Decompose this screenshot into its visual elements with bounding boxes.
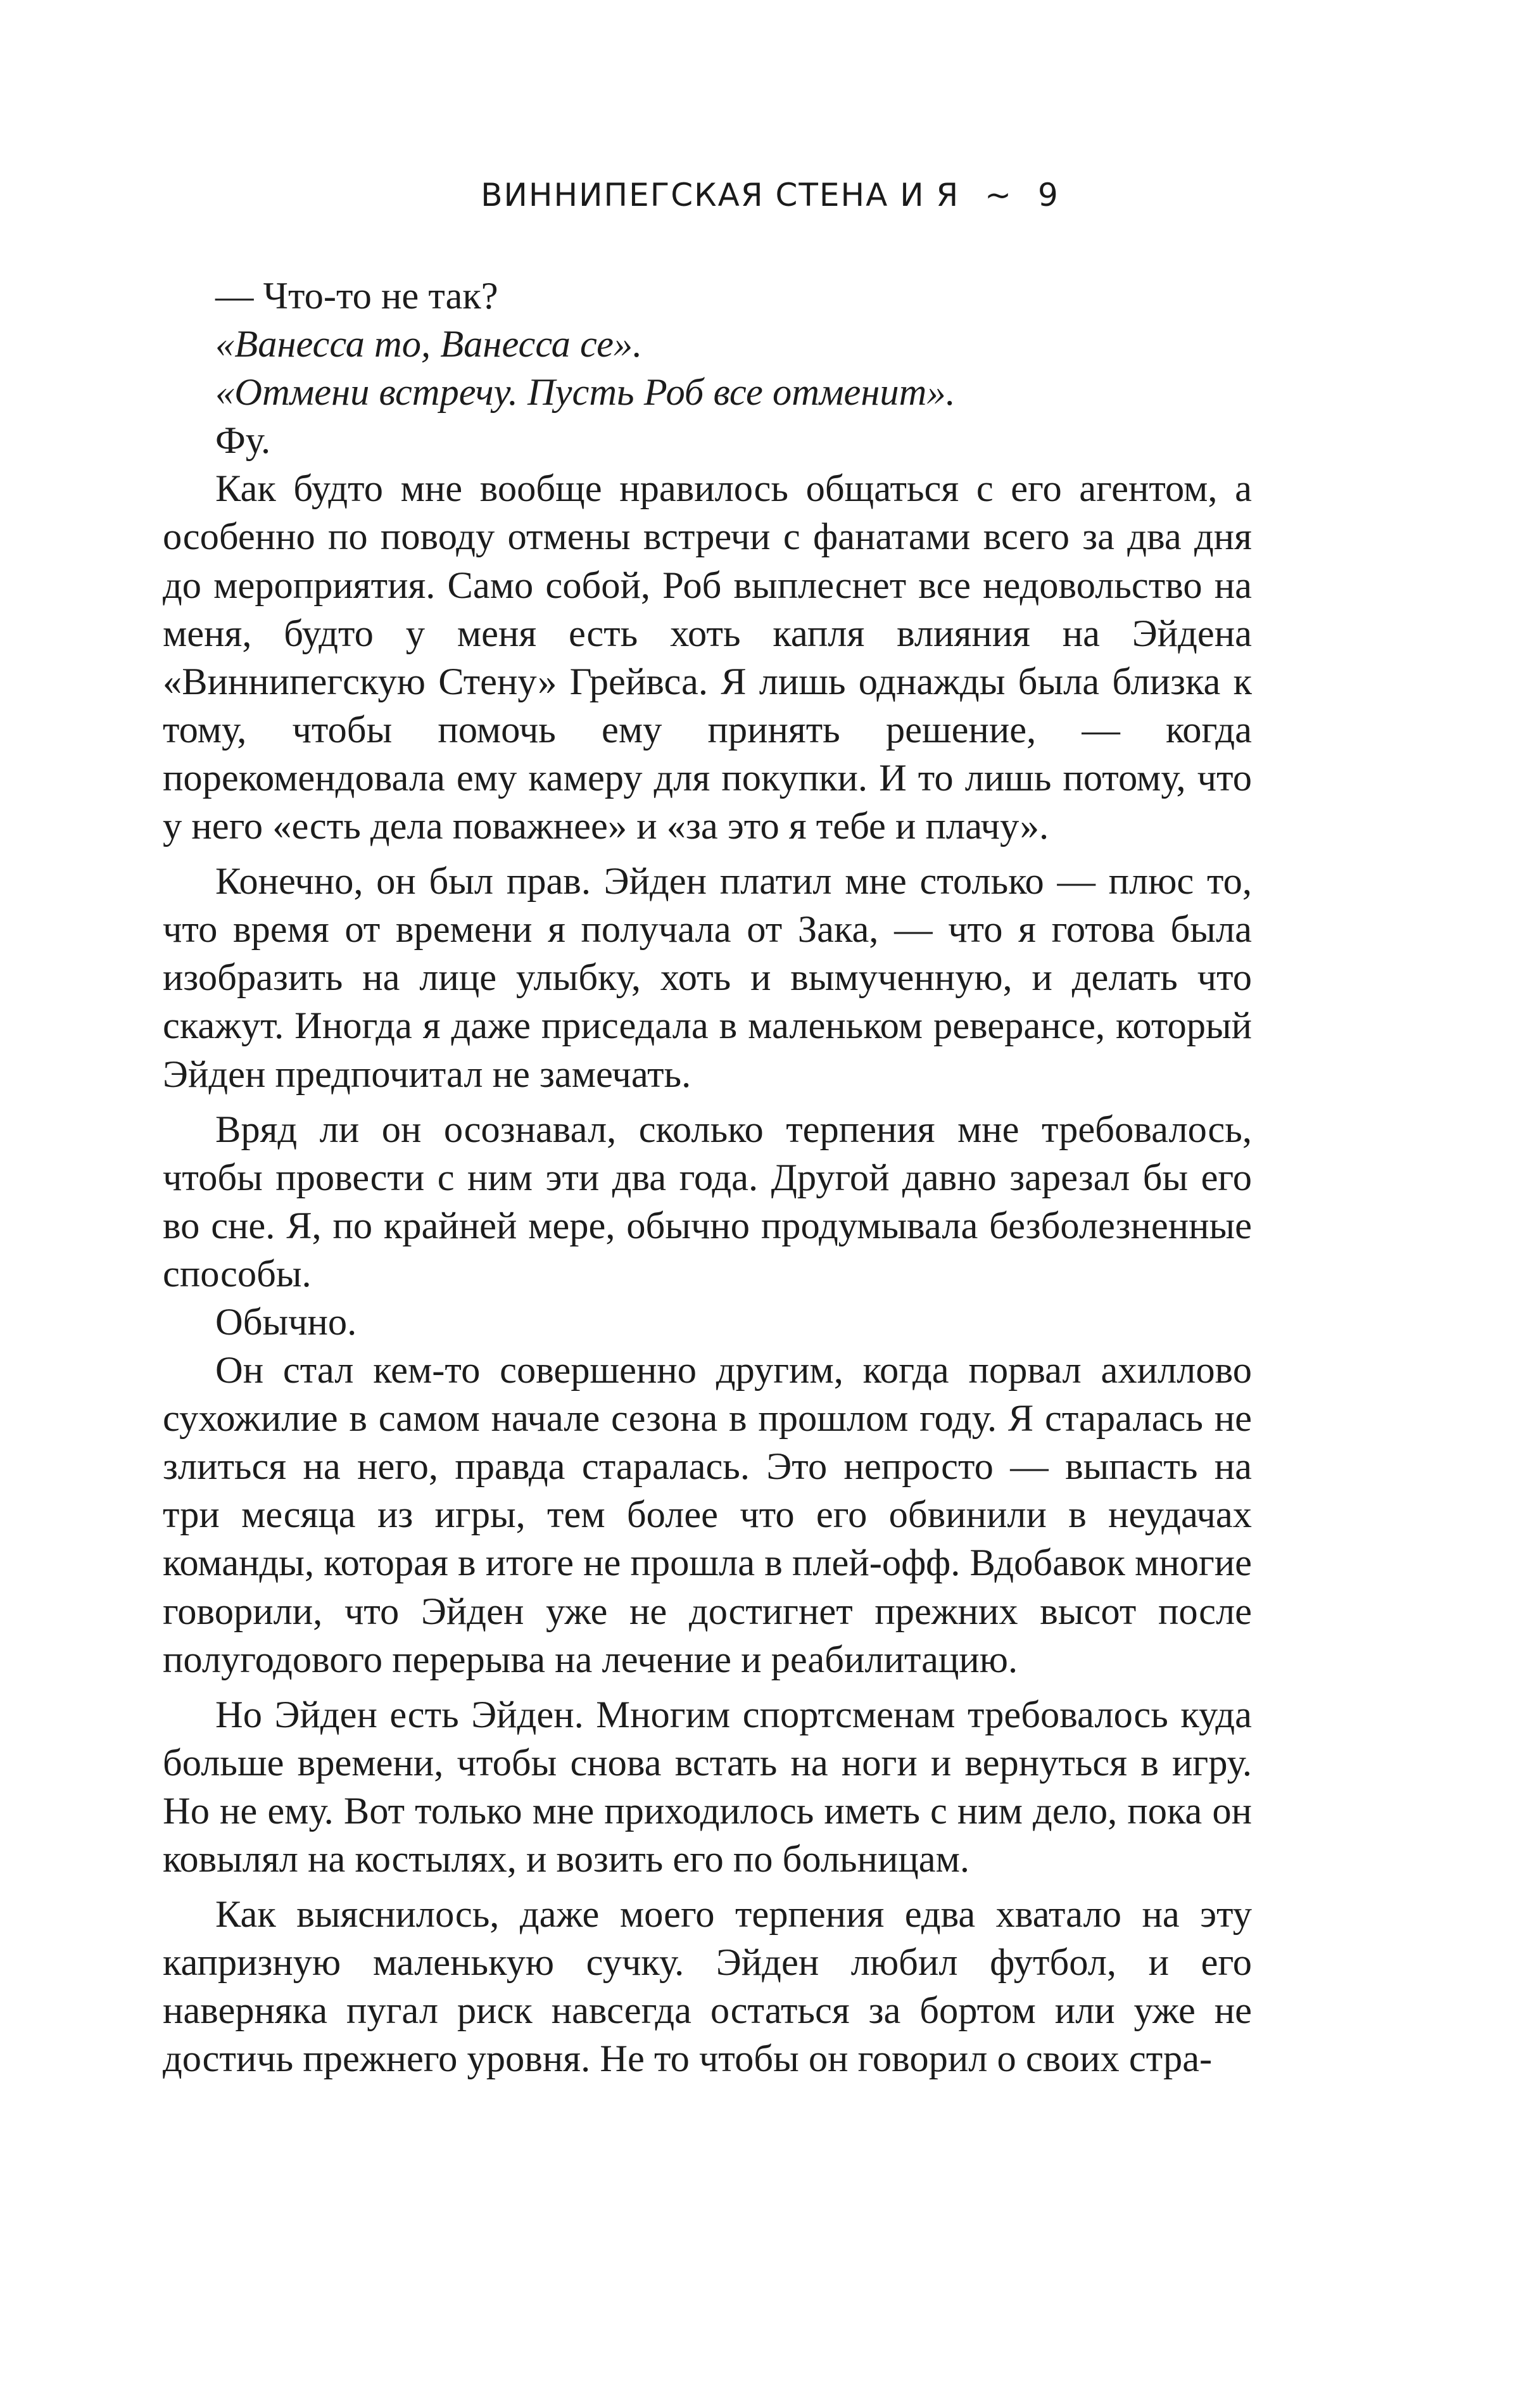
- paragraph-italic-quote: «Отмени встречу. Пусть Роб все отменит».: [215, 371, 956, 414]
- paragraph: Как выяснилось, даже моего терпения едва хватало на эту капризную маленькую сучку. Эйден любил футбол, и его наверняка пугал риск навсегда остаться за бортом или уже не достичь прежнего уровня. Не то чтобы он говорил о своих стра-: [163, 1893, 1252, 2081]
- paragraph: Вряд ли он осознавал, сколько терпения мне требовалось, чтобы провести с ним эти два года. Другой давно зарезал бы его во сне. Я, по крайней мере, обычно продумывала безболезненные способы.: [163, 1108, 1252, 1295]
- paragraph: Он стал кем-то совершенно другим, когда порвал ахиллово сухожилие в самом начале сезона в прошлом году. Я старалась не злиться на него, правда старалась. Это непросто — выпасть на три месяца из игры, тем более что его обвинили в неудачах команды, которая в итоге не прошла в плей-офф. Вдобавок многие говорили, что Эйден уже не достигнет прежних высот после полугодового перерыва на лечение и реабилитацию.: [163, 1349, 1252, 1681]
- paragraph: Конечно, он был прав. Эйден платил мне столько — плюс то, что время от времени я получала от Зака, — что я готова была изобразить на лице улыбку, хоть и вымученную, и делать что скажут. Иногда я даже приседала в маленьком реверансе, который Эйден предпочитал не замечать.: [163, 860, 1252, 1096]
- header-separator: ~: [985, 177, 1013, 213]
- paragraph: Но Эйден есть Эйден. Многим спортсменам требовалось куда больше времени, чтобы снова встать на ноги и вернуться в игру. Но не ему. Вот только мне приходилось иметь с ним дело, пока он ковылял на костылях, и возить его по больницам.: [163, 1693, 1252, 1880]
- paragraph: Фу.: [215, 419, 271, 462]
- page-number: 9: [1037, 177, 1059, 213]
- body-text: [163, 272, 1252, 2083]
- header-title: ВИННИПЕГСКАЯ СТЕНА И Я: [481, 177, 960, 213]
- paragraph-dialogue: — Что-то не так?: [215, 275, 498, 317]
- paragraph-italic-quote: «Ванесса то, Ванесса се».: [215, 323, 643, 366]
- running-header: [0, 173, 1540, 217]
- paragraph: Как будто мне вообще нравилось общаться с его агентом, а особенно по поводу отмены встречи с фанатами всего за два дня до мероприятия. Само собой, Роб выплеснет все недовольство на меня, будто у меня есть хоть капля влияния на Эйдена «Виннипегскую Стену» Грейвса. Я лишь однажды была близка к тому, чтобы помочь ему принять решение, — когда порекомендовала ему камеру для покупки. И то лишь потому, что у него «есть дела поважнее» и «за это я тебе и плачу».: [163, 467, 1252, 848]
- paragraph: Обычно.: [215, 1300, 357, 1343]
